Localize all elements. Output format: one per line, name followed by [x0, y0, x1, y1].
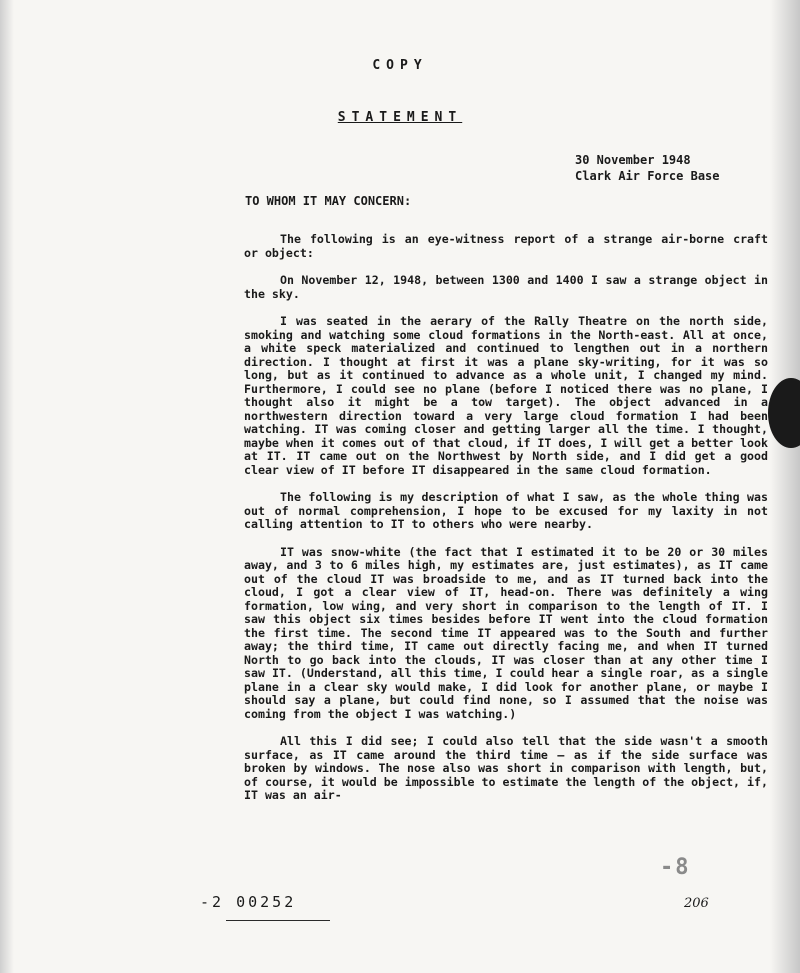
document-number-prefix: -2 [200, 893, 225, 911]
document-number-underline [226, 920, 330, 921]
paragraph: I was seated in the aerary of the Rally Theatre on the north side, smoking and watching some cloud formations in the North-east. All at once, a white speck materialized and continued to lengthen out in a northern direction. I thought at first it was a plane sky-writing, for it was so long, but as it continued to advance as a whole unit, I changed my mind. Furthermore, I could see no plane (before I noticed there was no plane, I thought also it might be a tow target). The object advanced in a northwestern direction toward a very large cloud formation I had been watching. IT was coming closer and getting larger all the time. I thought, maybe when it comes out of that cloud, if IT does, I will get a better look at IT. IT came out on the Northwest by North side, and I did get a good clear view of IT before IT disappeared in the same cloud formation. [244, 314, 768, 477]
copy-label: COPY [372, 58, 428, 73]
dateline [575, 152, 720, 184]
document-title: STATEMENT [337, 110, 463, 125]
page-number: 206 [684, 896, 709, 911]
paragraph: The following is my description of what I saw, as the whole thing was out of normal comprehension, I hope to be excused for my laxity in not calling attention to IT to others who were nearby. [244, 490, 768, 531]
location: Clark Air Force Base [575, 169, 720, 183]
paragraph: All this I did see; I could also tell that the side wasn't a smooth surface, as IT came around the third time — as if the side surface was broken by windows. The nose also was short in comparison with length, but, of course, it would be impossible to estimate the length of the object, if, IT was an air- [244, 734, 768, 802]
paragraph: IT was snow-white (the fact that I estimated it to be 20 or 30 miles away, and 3 to 6 miles high, my estimates are, just estimates), as IT came out of the cloud IT was broadside to me, and as IT turned back into the cloud, I got a clear view of IT, head-on. There was definitely a wing formation, low wing, and very short in comparison to the length of IT. I saw this object six times besides before IT went into the cloud formation the first time. The second time IT appeared was to the South and further away; the third time, IT came out directly facing me, and when IT turned North to go back into the clouds, IT was closer than at any other time I saw IT. (Understand, all this time, I could hear a single roar, as a single plane in a clear sky would make, I did look for another plane, or maybe I should say a plane, but could find none, so I assumed that the noise was coming from the object I was watching.) [244, 544, 768, 721]
marginal-mark: -8 [660, 855, 691, 880]
document-number [200, 893, 296, 911]
paragraph: On November 12, 1948, between 1300 and 1400 I saw a strange object in the sky. [244, 273, 768, 301]
statement-body [244, 233, 768, 817]
salutation: TO WHOM IT MAY CONCERN: [245, 194, 412, 208]
paragraph: The following is an eye-witness report of a strange air-borne craft or object: [244, 232, 768, 260]
scan-edge-left [0, 0, 14, 973]
scan-edge-right [770, 0, 800, 973]
document-number-value: 00252 [236, 893, 297, 911]
date: 30 November 1948 [575, 153, 691, 167]
